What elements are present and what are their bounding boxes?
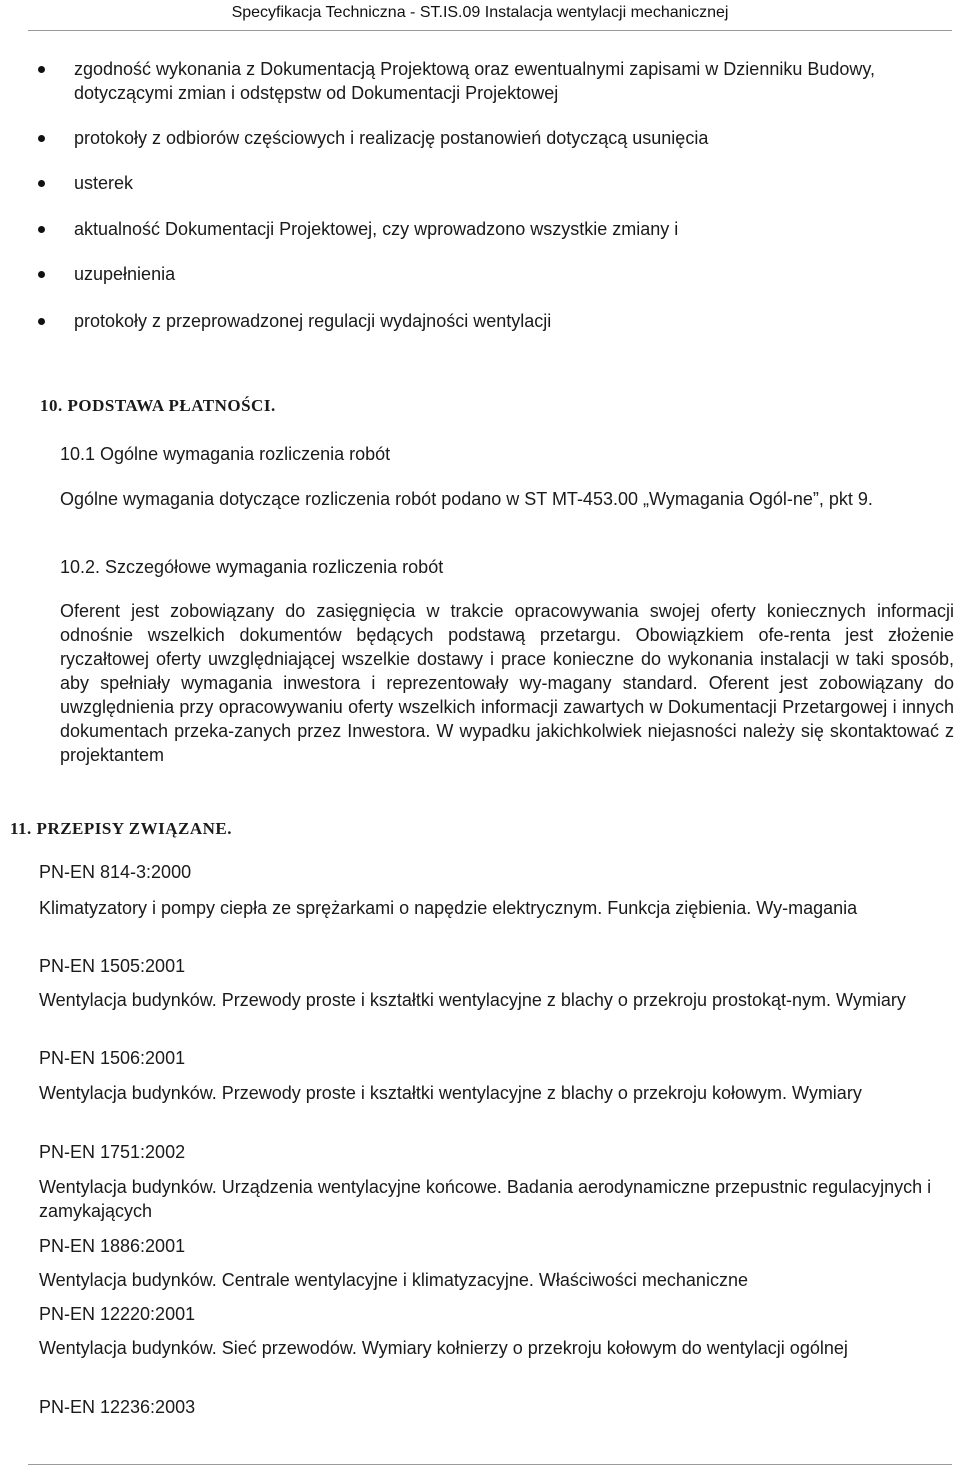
bullet-icon — [38, 180, 45, 187]
standard-description: Wentylacja budynków. Sieć przewodów. Wymiary kołnierzy o przekroju kołowym do wentylacji ogólnej — [39, 1338, 848, 1358]
header-divider — [28, 30, 952, 31]
standard-code: PN-EN 12236:2003 — [39, 1397, 196, 1417]
bullet-icon — [38, 271, 45, 278]
standard-code: PN-EN 1505:2001 — [39, 956, 186, 976]
list-item: uzupełnienia — [74, 264, 176, 284]
standard-description: Wentylacja budynków. Przewody proste i kształtki wentylacyjne z blachy o przekroju prostokąt-nym. Wymiary — [39, 990, 906, 1010]
list-item: zgodność wykonania z Dokumentacją Projektową oraz ewentualnymi zapisami w Dzienniku Budowy, dotyczącymi zmian i odstępstw od Dokumentacji Projektowej — [74, 59, 876, 103]
standard-description: Klimatyzatory i pompy ciepła ze sprężarkami o napędzie elektrycznym. Funkcja ziębienia. Wy-magania — [39, 898, 858, 918]
standard-code: PN-EN 12220:2001 — [39, 1304, 196, 1324]
subsection-title-detailed: 10.2. Szczegółowe wymagania rozliczenia robót — [60, 557, 444, 577]
paragraph-detailed-requirements: Oferent jest zobowiązany do zasięgnięcia w trakcie opracowywania swojej oferty koniecznych informacji odnośnie wszelkich dokumentów będących podstawą przetargu. Obowiązkiem ofe-renta jest złożenie ryczałtowej oferty uwzględniającej wszelkie dostawy i prace konieczne do wykonania instalacji w taki sposób, aby spełniały wymagania inwestora i reprezentowały wy-magany standard. Oferent jest zobowiązany do uwzględnienia przy opracowywaniu oferty wszelkich informacji zawartych w Dokumentacji Przetargowej i innych dokumentach przeka-zanych przez Inwestora. W wypadku jakichkolwiek niejasności należy się skontaktować z projektantem — [60, 601, 954, 765]
bullet-icon — [38, 66, 45, 73]
list-item: aktualność Dokumentacji Projektowej, czy wprowadzono wszystkie zmiany i — [74, 219, 679, 239]
list-item: protokoły z odbiorów częściowych i realizację postanowień dotyczącą usunięcia — [74, 128, 709, 148]
standard-description: Wentylacja budynków. Przewody proste i kształtki wentylacyjne z blachy o przekroju kołowym. Wymiary — [39, 1083, 862, 1103]
standard-code: PN-EN 1751:2002 — [39, 1142, 186, 1162]
bullet-icon — [38, 135, 45, 142]
standard-description: Wentylacja budynków. Urządzenia wentylacyjne końcowe. Badania aerodynamiczne przepustnic regulacyjnych i zamykających — [39, 1177, 932, 1221]
section-heading-payment: 10. PODSTAWA PŁATNOŚCI. — [40, 396, 276, 415]
standard-code: PN-EN 1886:2001 — [39, 1236, 186, 1256]
bullet-icon — [38, 318, 45, 325]
page-header: Specyfikacja Techniczna - ST.IS.09 Instalacja wentylacji mechanicznej — [231, 4, 729, 21]
bullet-icon — [38, 226, 45, 233]
section-heading-regulations: 11. PRZEPISY ZWIĄZANE. — [10, 819, 232, 838]
standard-description: Wentylacja budynków. Centrale wentylacyjne i klimatyzacyjne. Właściwości mechaniczne — [39, 1270, 748, 1290]
list-item: usterek — [74, 173, 134, 193]
footer-divider — [28, 1464, 952, 1465]
paragraph-general-requirements: Ogólne wymagania dotyczące rozliczenia robót podano w ST MT-453.00 „Wymagania Ogól-ne”, pkt 9. — [60, 489, 873, 509]
standard-code: PN-EN 814-3:2000 — [39, 862, 192, 882]
list-item: protokoły z przeprowadzonej regulacji wydajności wentylacji — [74, 311, 552, 331]
standard-code: PN-EN 1506:2001 — [39, 1048, 186, 1068]
subsection-title-general: 10.1 Ogólne wymagania rozliczenia robót — [60, 444, 391, 464]
